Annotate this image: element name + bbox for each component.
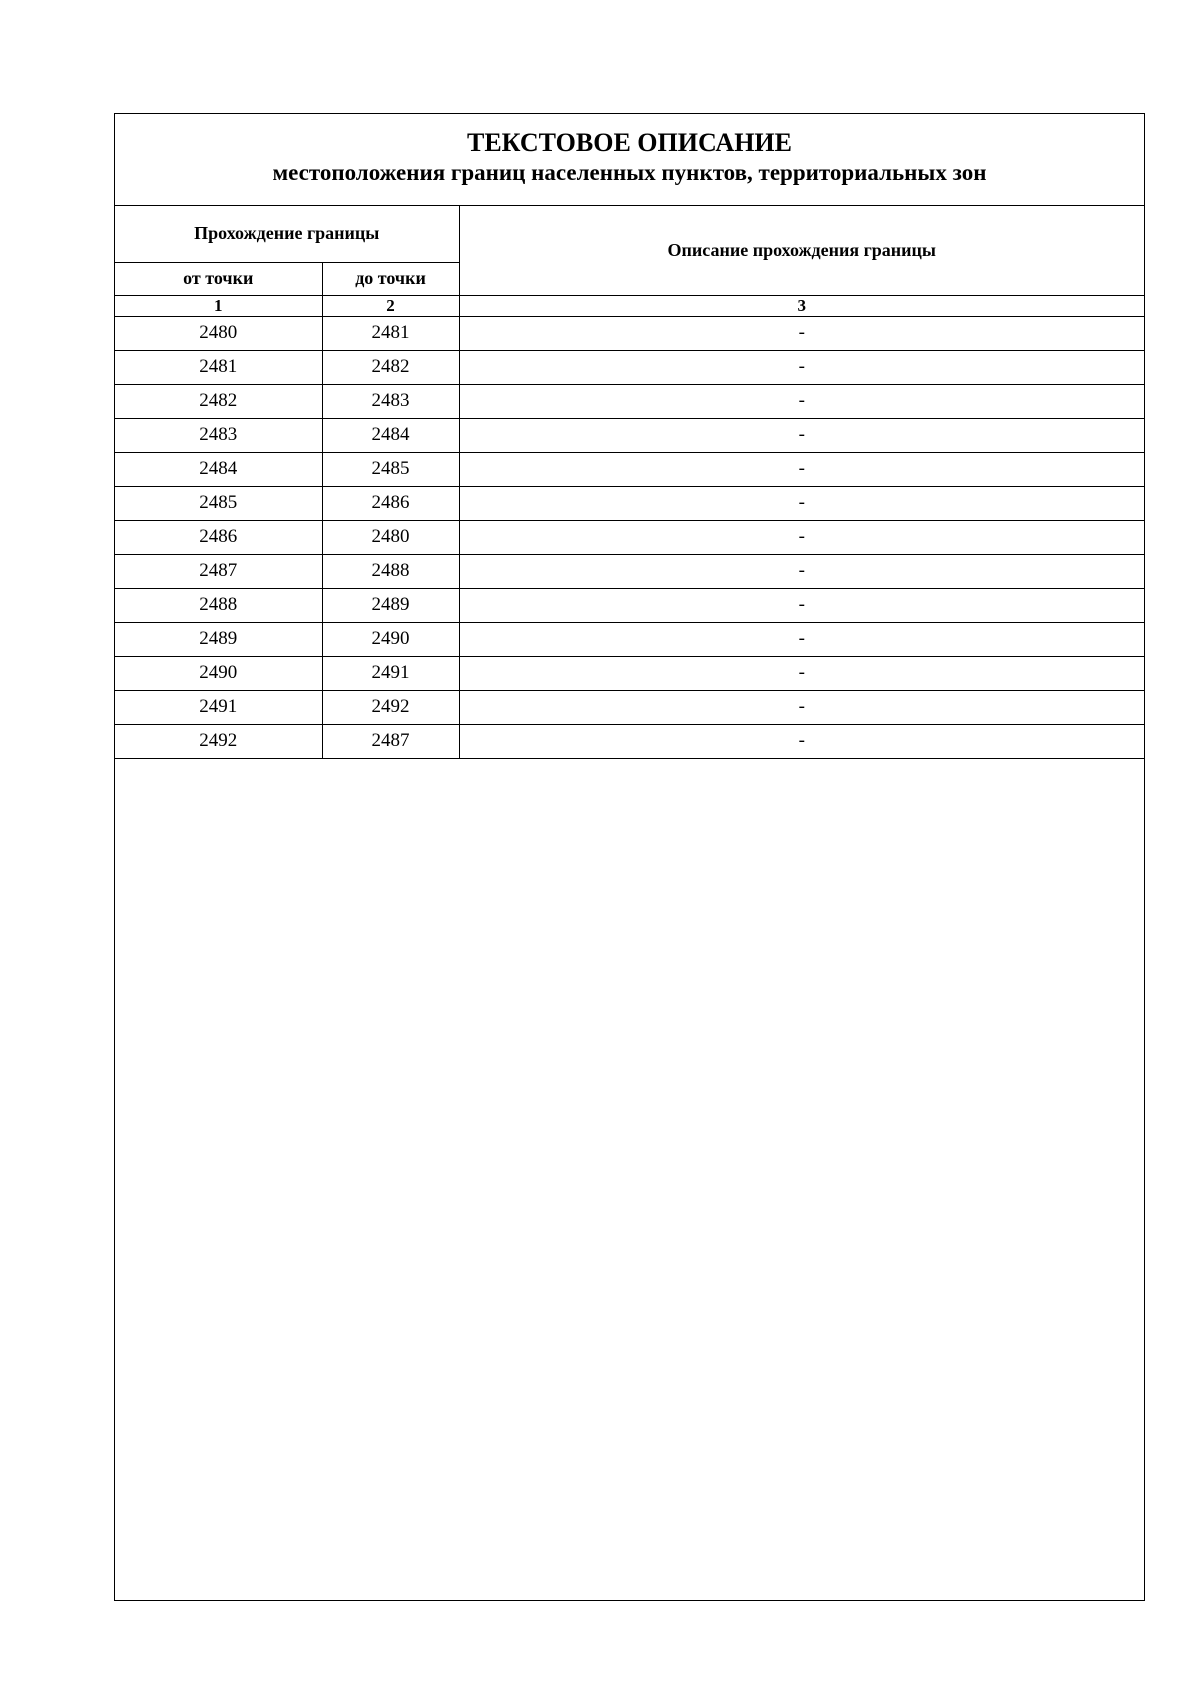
to-point-cell: 2484	[322, 418, 459, 452]
to-point-cell: 2491	[322, 656, 459, 690]
from-point-cell: 2490	[115, 656, 322, 690]
to-point-cell: 2487	[322, 724, 459, 758]
boundary-table	[115, 206, 1144, 759]
table-row	[115, 554, 1144, 588]
from-point-cell: 2482	[115, 384, 322, 418]
table-row	[115, 690, 1144, 724]
description-cell: -	[459, 690, 1144, 724]
to-point-cell: 2481	[322, 316, 459, 350]
document-title: ТЕКСТОВОЕ ОПИСАНИЕ	[466, 128, 792, 157]
column-number-row	[115, 295, 1144, 316]
table-row	[115, 384, 1144, 418]
description-cell: -	[459, 418, 1144, 452]
to-point-cell: 2482	[322, 350, 459, 384]
from-point-cell: 2487	[115, 554, 322, 588]
to-point-cell: 2492	[322, 690, 459, 724]
from-point-cell: 2485	[115, 486, 322, 520]
to-point-cell: 2489	[322, 588, 459, 622]
description-cell: -	[459, 350, 1144, 384]
from-point-cell: 2481	[115, 350, 322, 384]
title-block	[115, 114, 1144, 206]
column-number-2: 2	[322, 295, 459, 316]
table-row	[115, 622, 1144, 656]
to-point-cell: 2483	[322, 384, 459, 418]
to-point-cell: 2480	[322, 520, 459, 554]
table-row	[115, 418, 1144, 452]
document-frame	[114, 113, 1145, 1601]
description-cell: -	[459, 554, 1144, 588]
header-boundary-passage: Прохождение границы	[115, 206, 459, 262]
table-row	[115, 486, 1144, 520]
table-row	[115, 452, 1144, 486]
to-point-cell: 2490	[322, 622, 459, 656]
from-point-cell: 2480	[115, 316, 322, 350]
header-from-point: от точки	[115, 262, 322, 295]
table-row	[115, 724, 1144, 758]
header-to-point: до точки	[322, 262, 459, 295]
from-point-cell: 2486	[115, 520, 322, 554]
description-cell: -	[459, 316, 1144, 350]
from-point-cell: 2492	[115, 724, 322, 758]
table-row	[115, 520, 1144, 554]
column-number-3: 3	[459, 295, 1144, 316]
description-cell: -	[459, 724, 1144, 758]
description-cell: -	[459, 520, 1144, 554]
header-boundary-description: Описание прохождения границы	[459, 206, 1144, 295]
description-cell: -	[459, 622, 1144, 656]
from-point-cell: 2488	[115, 588, 322, 622]
from-point-cell: 2483	[115, 418, 322, 452]
table-row	[115, 316, 1144, 350]
from-point-cell: 2491	[115, 690, 322, 724]
to-point-cell: 2485	[322, 452, 459, 486]
document-subtitle: местоположения границ населенных пунктов, территориальных зон	[272, 160, 987, 185]
to-point-cell: 2486	[322, 486, 459, 520]
table-row	[115, 350, 1144, 384]
column-number-1: 1	[115, 295, 322, 316]
description-cell: -	[459, 384, 1144, 418]
description-cell: -	[459, 452, 1144, 486]
from-point-cell: 2489	[115, 622, 322, 656]
description-cell: -	[459, 486, 1144, 520]
table-row	[115, 656, 1144, 690]
description-cell: -	[459, 588, 1144, 622]
from-point-cell: 2484	[115, 452, 322, 486]
to-point-cell: 2488	[322, 554, 459, 588]
table-row	[115, 588, 1144, 622]
description-cell: -	[459, 656, 1144, 690]
header-row-top	[115, 206, 1144, 262]
